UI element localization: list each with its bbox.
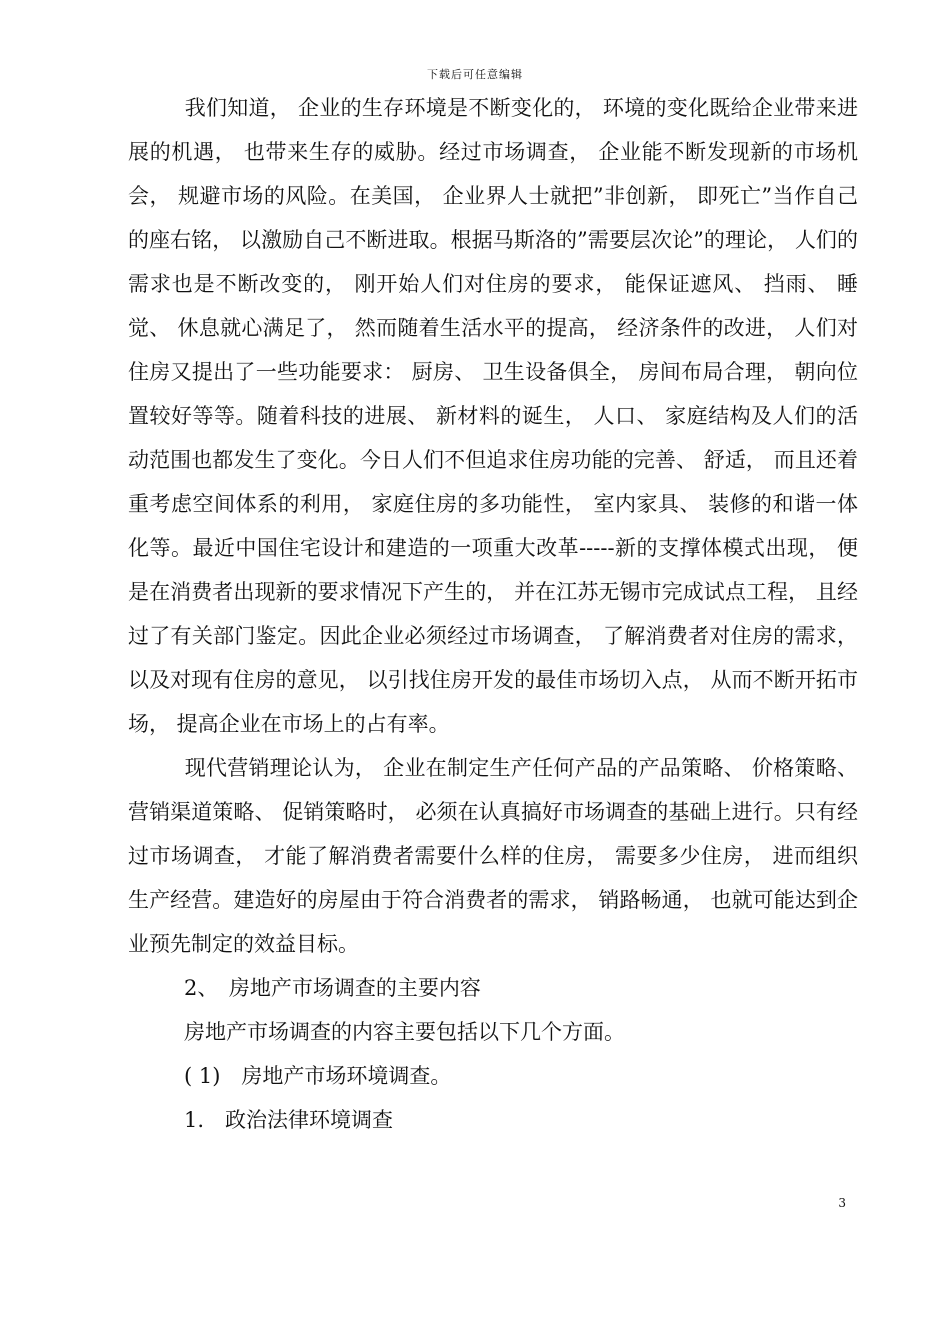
page-number: 3 xyxy=(838,1196,846,1210)
document-body xyxy=(128,86,858,1142)
intro-line: 房地产市场调查的内容主要包括以下几个方面。 xyxy=(184,1020,625,1044)
body-paragraph-1: 我们知道， 企业的生存环境是不断变化的， 环境的变化既给企业带来进展的机遇， 也带来生存的威胁。经过市场调查， 企业能不断发现新的市场机会， 规避市场的风险。在美国， 企业界人士就把”非创新， 即死亡”当作自己的座右铭， 以激励自己不断进取。根据马斯洛的”需要层次论”的理论， 人们的需求也是不断改变的， 刚开始人们对住房的要求， 能保证遮风、 挡雨、 睡觉、 休息就心满足了， 然而随着生活水平的提高， 经济条件的改进， 人们对住房又提出了一些功能要求： 厨房、 卫生设备俱全， 房间布局合理， 朝向位置较好等等。随着科技的进展、 新材料的诞生， 人口、 家庭结构及人们的活动范围也都发生了变化。今日人们不但追求住房功能的完善、 舒适， 而且还着重考虑空间体系的利用， 家庭住房的多功能性， 室内家具、 装修的和谐一体化等。最近中国住宅设计和建造的一项重大改革-----新的支撑体模式出现， 便是在消费者出现新的要求情况下产生的， 并在江苏无锡市完成试点工程， 且经过了有关部门鉴定。因此企业必须经过市场调查， 了解消费者对住房的需求， 以及对现有住房的意见， 以引找住房开发的最佳市场切入点， 从而不断开拓市场， 提高企业在市场上的占有率。 xyxy=(128,96,858,736)
header-note: 下载后可任意编辑 xyxy=(427,68,523,81)
body-paragraph-2: 现代营销理论认为， 企业在制定生产任何产品的产品策略、 价格策略、 营销渠道策略、 促销策略时， 必须在认真搞好市场调查的基础上进行。只有经过市场调查， 才能了解消费者需要什么样的住房， 需要多少住房， 进而组织生产经营。建造好的房屋由于符合消费者的需求， 销路畅通， 也就可能达到企业预先制定的效益目标。 xyxy=(128,756,858,956)
section-heading: 2、 房地产市场调查的主要内容 xyxy=(184,976,481,1000)
item-heading: 1. 政治法律环境调查 xyxy=(184,1108,394,1132)
subsection-heading: ( 1) 房地产市场环境调查。 xyxy=(184,1064,452,1088)
